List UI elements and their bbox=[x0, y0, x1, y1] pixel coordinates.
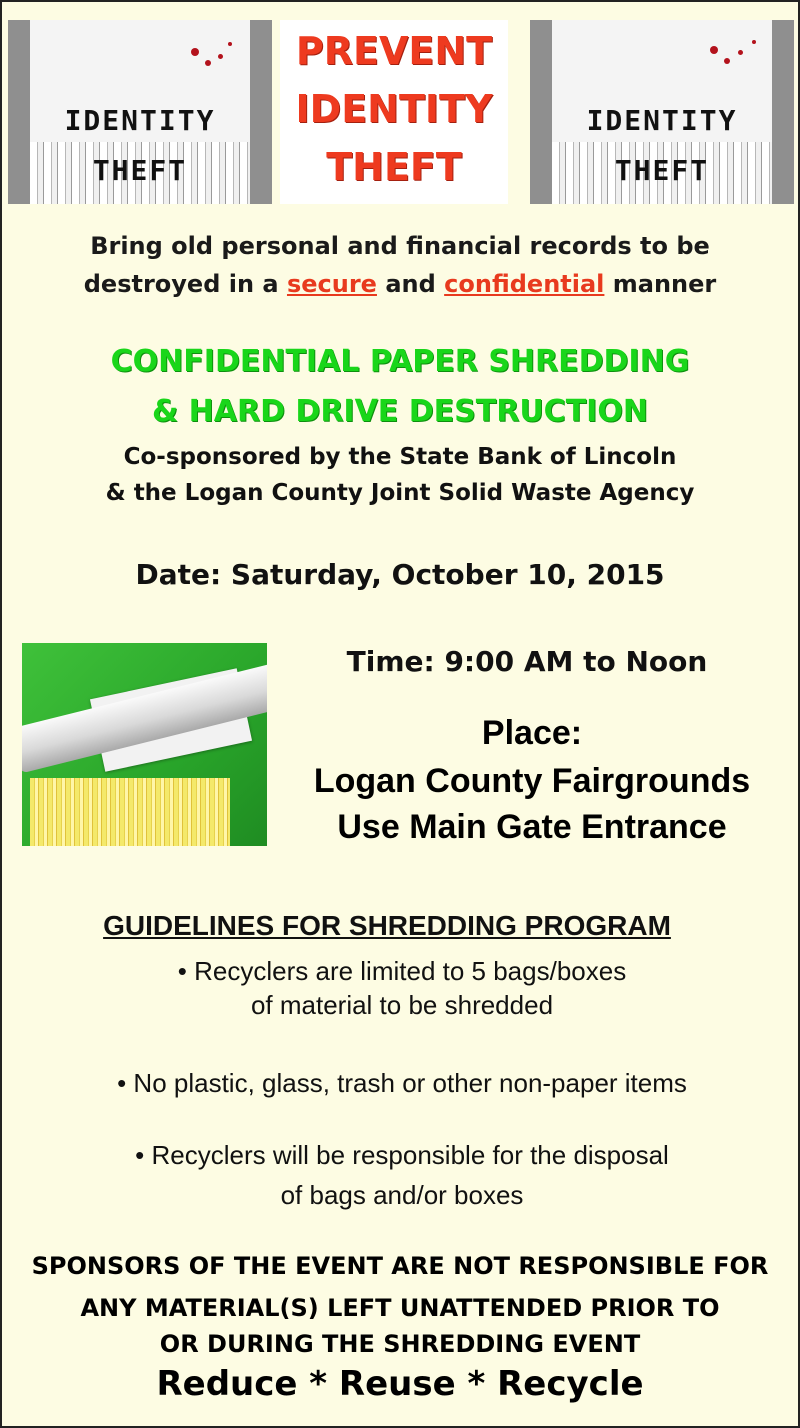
event-date: Date: Saturday, October 10, 2015 bbox=[135, 558, 665, 591]
intro-line2-post: manner bbox=[604, 270, 717, 298]
guideline-item-2-line1: No plastic, glass, trash or other non-paper items bbox=[133, 1068, 687, 1098]
intro-line2-mid: and bbox=[376, 270, 445, 298]
bullet-icon: • bbox=[117, 1068, 127, 1098]
identity-theft-left-line2: THEFT bbox=[92, 154, 188, 187]
event-time: Time: 9:00 AM to Noon bbox=[346, 645, 708, 678]
motto: Reduce * Reuse * Recycle bbox=[156, 1364, 644, 1404]
headline-line2: IDENTITY bbox=[295, 87, 493, 131]
guideline-item-3 bbox=[2, 1138, 800, 1172]
identity-theft-image-right bbox=[530, 20, 794, 204]
guideline-item-3-line2: of bags and/or boxes bbox=[280, 1180, 524, 1210]
identity-theft-left-line1: IDENTITY bbox=[64, 104, 216, 137]
place-label: Place: bbox=[481, 714, 583, 752]
guideline-item-1-line2: of material to be shredded bbox=[250, 990, 554, 1020]
event-title-line2: & HARD DRIVE DESTRUCTION bbox=[152, 394, 648, 429]
guideline-item-2 bbox=[2, 1066, 800, 1100]
paper-shredder-photo bbox=[22, 643, 267, 846]
disclaimer-line2: ANY MATERIAL(S) LEFT UNATTENDED PRIOR TO bbox=[80, 1294, 720, 1322]
headline-line3: THEFT bbox=[326, 145, 462, 189]
identity-theft-right-line2: THEFT bbox=[614, 154, 710, 187]
disclaimer-line3: OR DURING THE SHREDDING EVENT bbox=[159, 1330, 641, 1358]
identity-theft-image-left bbox=[8, 20, 272, 204]
intro-line2-pre: destroyed in a bbox=[83, 270, 287, 298]
intro-line2 bbox=[2, 272, 798, 296]
bullet-icon: • bbox=[135, 1140, 145, 1170]
identity-theft-right-line1: IDENTITY bbox=[586, 104, 738, 137]
confidential-emphasis: confidential bbox=[444, 270, 605, 298]
cosponsor-line1: Co-sponsored by the State Bank of Lincoln bbox=[123, 444, 677, 470]
bullet-icon: • bbox=[177, 956, 187, 986]
guideline-item-1-line1: Recyclers are limited to 5 bags/boxes bbox=[194, 956, 627, 986]
place-line1: Logan County Fairgrounds bbox=[313, 762, 751, 800]
cosponsor-line2: & the Logan County Joint Solid Waste Agency bbox=[105, 480, 695, 506]
prevent-identity-theft-headline bbox=[280, 20, 508, 204]
guideline-item-3-line1: Recyclers will be responsible for the disposal bbox=[151, 1140, 669, 1170]
place-line2: Use Main Gate Entrance bbox=[337, 808, 727, 846]
guideline-item-1 bbox=[2, 954, 800, 988]
headline-line1: PREVENT bbox=[295, 29, 493, 73]
disclaimer-line1: SPONSORS OF THE EVENT ARE NOT RESPONSIBLE FOR bbox=[31, 1252, 769, 1280]
secure-emphasis: secure bbox=[286, 270, 377, 298]
event-title-line1: CONFIDENTIAL PAPER SHREDDING bbox=[110, 344, 690, 379]
intro-line1: Bring old personal and financial records to be bbox=[90, 232, 710, 260]
guidelines-heading: GUIDELINES FOR SHREDDING PROGRAM bbox=[103, 910, 671, 941]
